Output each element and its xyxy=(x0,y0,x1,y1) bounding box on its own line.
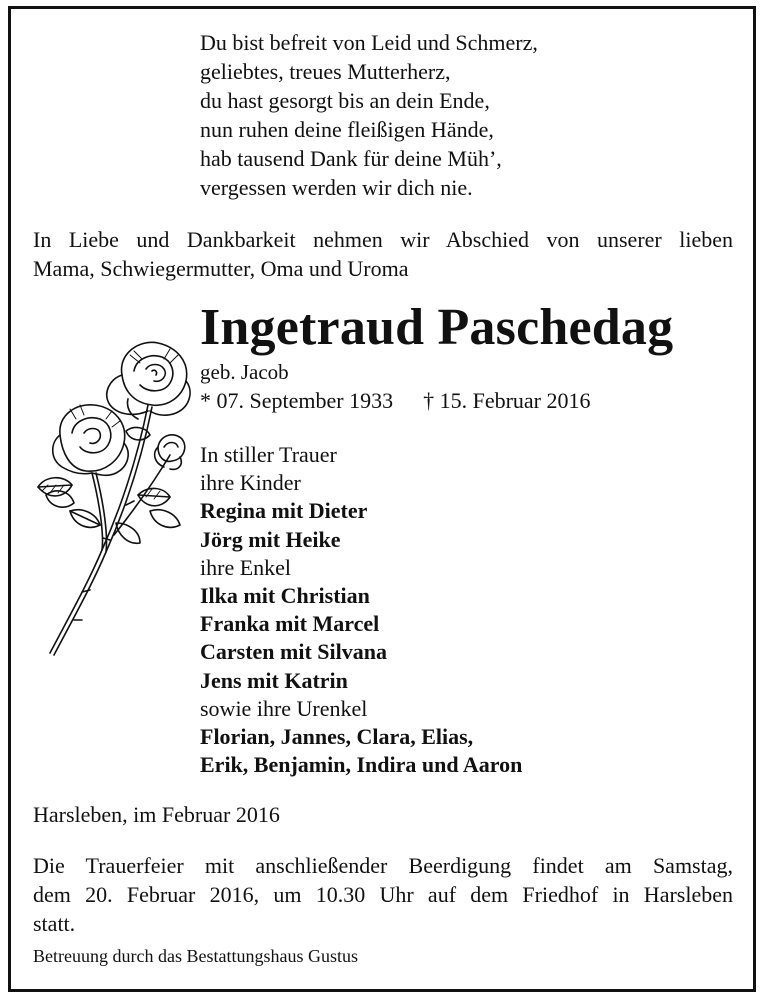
mourner-line: Regina mit Dieter xyxy=(200,498,368,524)
mourners-list xyxy=(200,441,522,779)
life-dates xyxy=(200,386,591,415)
death-date: † 15. Februar 2016 xyxy=(423,388,591,413)
poem-line: hab tausend Dank für deine Müh’, xyxy=(200,146,502,171)
ceremony-line: Die Trauerfeier mit anschließender Beerdigung findet am Samstag, xyxy=(33,853,733,878)
mourner-line: Florian, Jannes, Clara, Elias, xyxy=(200,724,474,750)
intro-line: In Liebe und Dankbarkeit nehmen wir Abschied von unserer lieben xyxy=(33,227,733,252)
intro-line: Mama, Schwiegermutter, Oma und Uroma xyxy=(33,256,409,281)
place-date: Harsleben, im Februar 2016 xyxy=(33,802,280,827)
birth-date: * 07. September 1933 xyxy=(200,388,394,413)
poem-line: nun ruhen deine fleißigen Hände, xyxy=(200,117,494,142)
farewell-intro xyxy=(33,225,733,283)
mourner-line: ihre Kinder xyxy=(200,470,301,496)
poem-line: vergessen werden wir dich nie. xyxy=(200,175,473,200)
mourner-line: In stiller Trauer xyxy=(200,442,337,467)
ceremony-line: dem 20. Februar 2016, um 10.30 Uhr auf dem Friedhof in Harsleben xyxy=(33,882,733,907)
maiden-name: geb. Jacob xyxy=(200,360,289,384)
poem-line: du hast gesorgt bis an dein Ende, xyxy=(200,88,490,113)
mourner-line: Carsten mit Silvana xyxy=(200,639,387,665)
poem-line: Du bist befreit von Leid und Schmerz, xyxy=(200,30,538,55)
memorial-poem xyxy=(200,28,538,202)
poem-line: geliebtes, treues Mutterherz, xyxy=(200,59,451,84)
undertaker-note: Betreuung durch das Bestattungshaus Gustus xyxy=(33,946,358,966)
mourner-line: sowie ihre Urenkel xyxy=(200,695,368,721)
deceased-name: Ingetraud Paschedag xyxy=(200,299,674,356)
mourner-line: Jens mit Katrin xyxy=(200,667,348,693)
mourner-line: Erik, Benjamin, Indira und Aaron xyxy=(200,752,523,778)
mourner-line: ihre Enkel xyxy=(200,554,292,580)
funeral-announcement xyxy=(33,851,733,938)
mourner-line: Franka mit Marcel xyxy=(200,611,380,637)
mourner-line: Jörg mit Heike xyxy=(200,526,341,552)
rose-illustration-icon xyxy=(30,335,200,660)
mourner-line: Ilka mit Christian xyxy=(200,583,370,609)
ceremony-line: statt. xyxy=(33,911,76,936)
